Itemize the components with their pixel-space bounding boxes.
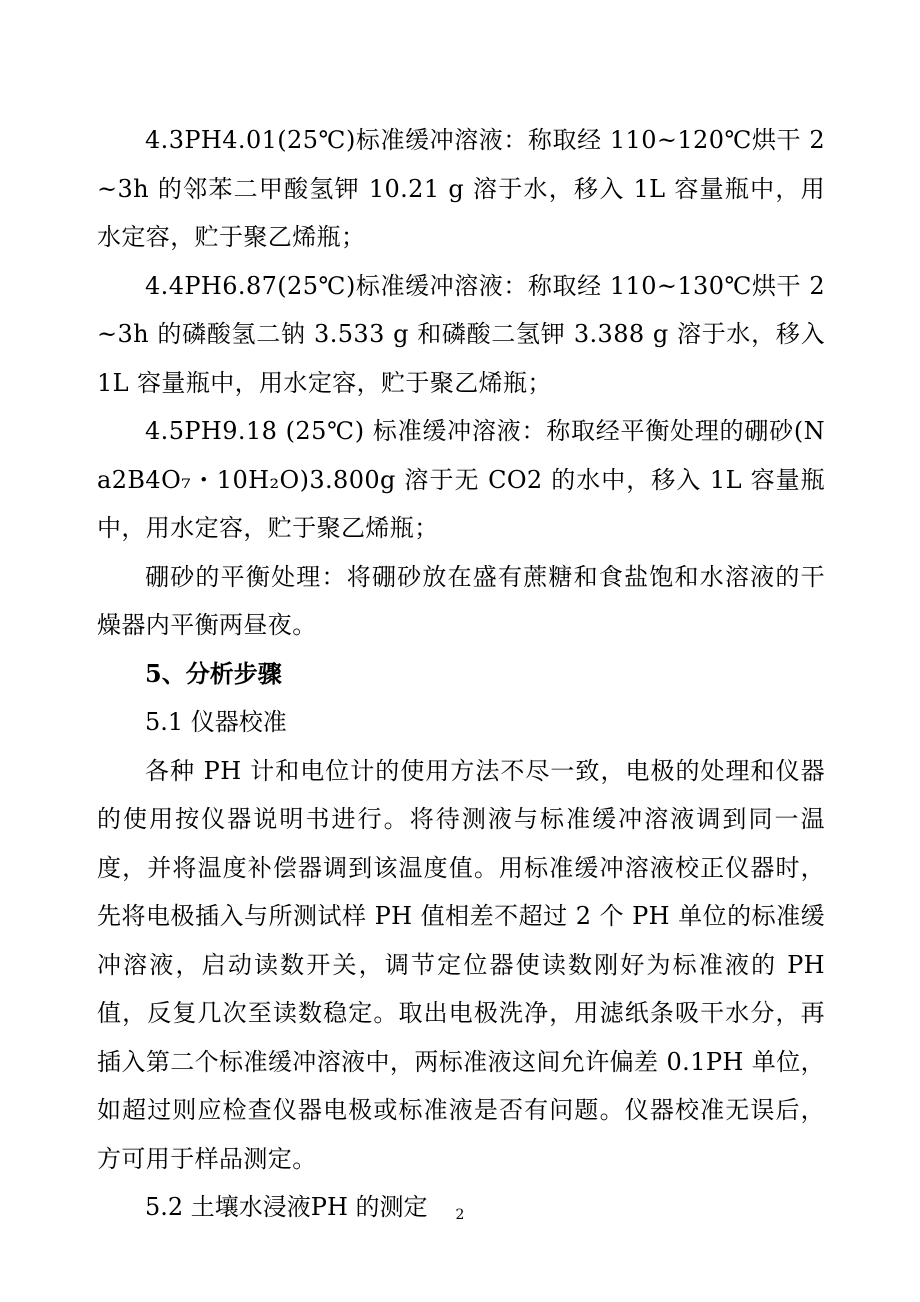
paragraph-4-4: 4.4PH6.87(25℃)标准缓冲溶液：称取经 110~130℃烘干 2~3h 的磷酸氢二钠 3.533 g 和磷酸二氢钾 3.388 g 溶于水，移入 1L 容量瓶中，用水定容，贮于聚乙烯瓶；: [97, 271, 825, 397]
paragraph-4-3: 4.3PH4.01(25℃)标准缓冲溶液：称取经 110~120℃烘干 2~3h 的邻苯二甲酸氢钾 10.21 g 溶于水，移入 1L 容量瓶中，用水定容，贮于聚乙烯瓶；: [97, 126, 825, 251]
subsection-title-soil-ph: 5.2 土壤水浸液PH 的测定: [145, 1193, 428, 1221]
paragraph-borax-treatment: 硼砂的平衡处理：将硼砂放在盛有蔗糖和食盐饱和水溶液的干燥器内平衡两昼夜。: [97, 562, 825, 639]
paragraph-4-5: 4.5PH9.18 (25℃) 标准缓冲溶液：称取经平衡处理的硼砂(Na2B4O₇・10H₂O)3.800g 溶于无 CO2 的水中，移入 1L 容量瓶中，用水定容，贮于聚乙烯瓶；: [97, 417, 825, 542]
subsection-title-instrument-calibration: 5.1 仪器校准: [145, 708, 287, 736]
page-number: 2: [455, 1207, 465, 1223]
section-heading-analysis-steps: 5、分析步骤: [145, 658, 282, 688]
paragraph-instrument-calibration: 各种 PH 计和电位计的使用方法不尽一致，电极的处理和仪器的使用按仪器说明书进行。将待测液与标准缓冲溶液调到同一温度，并将温度补偿器调到该温度值。用标准缓冲溶液校正仪器时，先将电极插入与所测试样 PH 值相差不超过 2 个 PH 单位的标准缓冲溶液，启动读数开关，调节定位器使读数刚好为标准液的 PH 值，反复几次至读数稳定。取出电极洗净，用滤纸条吸干水分，再插入第二个标准缓冲溶液中，两标准液这间允许偏差 0.1PH 单位，如超过则应检查仪器电极或标准液是否有问题。仪器校准无误后，方可用于样品测定。: [97, 756, 825, 1173]
document-body: [97, 116, 825, 1232]
